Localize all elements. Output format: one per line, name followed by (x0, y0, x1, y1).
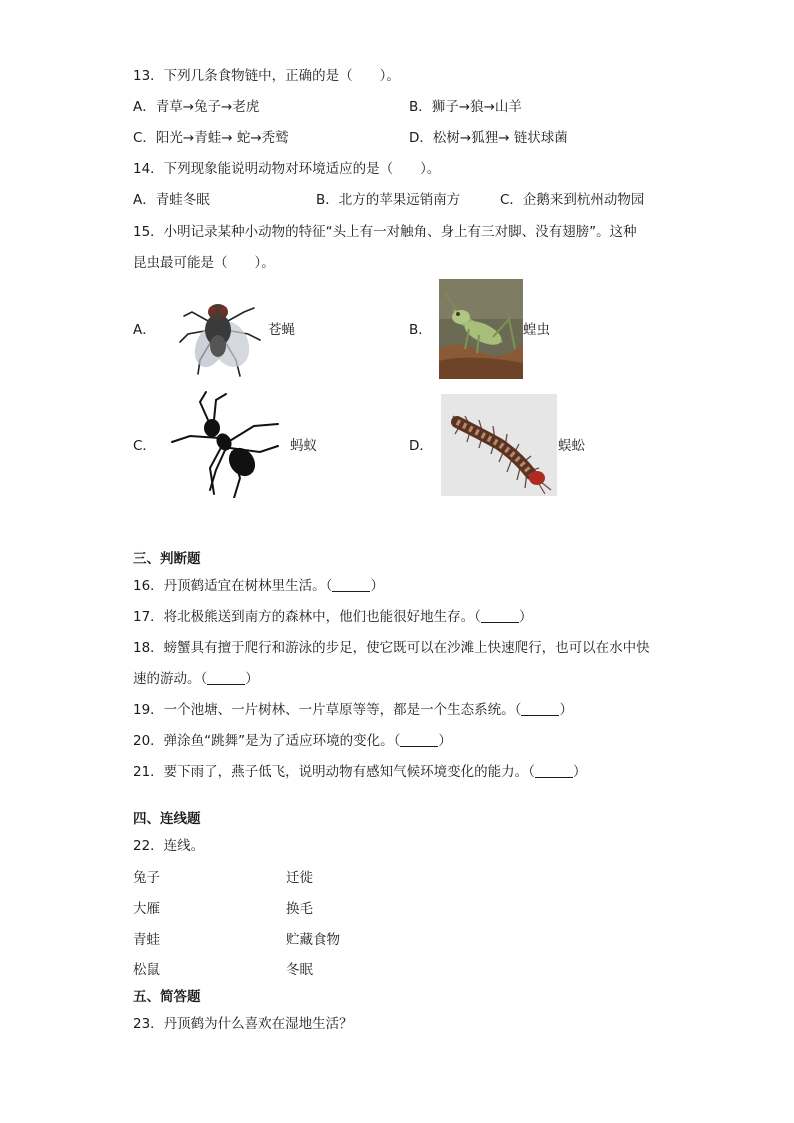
q15-stem-line2: 昆虫最可能是（ ）。 (133, 255, 275, 271)
q15-option-b-letter: B． (409, 322, 432, 338)
match-left-item[interactable]: 兔子 (133, 870, 160, 886)
ant-image (170, 390, 282, 498)
section-4-title: 四、连线题 (133, 811, 201, 827)
q15-option-b-name: 蝗虫 (523, 322, 550, 338)
q15-option-a-letter: A． (133, 322, 156, 338)
q16-text: 16．丹顶鹤适宜在树林里生活。（ (133, 578, 333, 594)
q16 (133, 576, 384, 596)
match-right-item[interactable]: 贮藏食物 (286, 932, 340, 948)
match-left-item[interactable]: 松鼠 (133, 962, 160, 978)
answer-blank[interactable] (332, 577, 370, 592)
centipede-image (441, 394, 557, 496)
grasshopper-image (439, 279, 523, 379)
close-paren: ） (518, 609, 533, 625)
close-paren: ） (438, 733, 452, 749)
q15-stem-line1: 15．小明记录某种小动物的特征“头上有一对触角、身上有三对脚、没有翅膀”。这种 (133, 224, 637, 240)
q15-option-d-letter: D． (409, 438, 433, 454)
q17-text: 17．将北极熊送到南方的森林中，他们也能很好地生存。（ (133, 609, 481, 625)
answer-blank[interactable] (207, 670, 245, 685)
q19 (133, 700, 573, 720)
close-paren: ） (245, 671, 259, 687)
q22-stem: 22．连线。 (133, 838, 205, 854)
q15-option-d-name: 蜈蚣 (558, 438, 585, 454)
q13-option-c: C．阳光→青蛙→ 蛇→秃鹫 (133, 130, 289, 146)
q15-option-a-name: 苍蝇 (268, 322, 295, 338)
q13-option-b: B．狮子→狼→山羊 (409, 99, 522, 115)
q17 (133, 607, 532, 627)
match-right-item[interactable]: 冬眠 (286, 962, 313, 978)
answer-blank[interactable] (400, 732, 438, 747)
match-right-item[interactable]: 换毛 (286, 901, 313, 917)
q19-text: 19．一个池塘、一片树林、一片草原等等，都是一个生态系统。（ (133, 702, 522, 718)
match-left-item[interactable]: 大雁 (133, 901, 160, 917)
section-5-title: 五、简答题 (133, 989, 201, 1005)
q23-stem: 23．丹顶鹤为什么喜欢在湿地生活？ (133, 1016, 353, 1032)
section-3-title: 三、判断题 (133, 551, 201, 567)
q13-option-d: D．松树→狐狸→ 链状球菌 (409, 130, 568, 146)
answer-blank[interactable] (535, 763, 573, 778)
answer-blank[interactable] (481, 608, 519, 623)
q20 (133, 731, 452, 751)
q14-option-c: C．企鹅来到杭州动物园 (500, 192, 645, 208)
q14-stem: 14．下列现象能说明动物对环境适应的是（ ）。 (133, 161, 441, 177)
q15-option-c-name: 蚂蚁 (290, 438, 317, 454)
q21 (133, 762, 586, 782)
match-left-item[interactable]: 青蛙 (133, 932, 160, 948)
q21-text: 21．要下雨了，燕子低飞，说明动物有感知气候环境变化的能力。（ (133, 764, 535, 780)
q13-option-a: A．青草→兔子→老虎 (133, 99, 260, 115)
q14-option-b: B．北方的苹果远销南方 (316, 192, 461, 208)
q13-stem: 13．下列几条食物链中，正确的是（ ）。 (133, 68, 400, 84)
match-right-item[interactable]: 迁徙 (286, 870, 313, 886)
q14-option-a: A．青蛙冬眠 (133, 192, 210, 208)
close-paren: ） (559, 702, 573, 718)
answer-blank[interactable] (521, 701, 559, 716)
fly-image (170, 282, 266, 378)
q18-line1: 18．螃蟹具有擅于爬行和游泳的步足，使它既可以在沙滩上快速爬行，也可以在水中快 (133, 640, 650, 656)
q15-option-c-letter: C． (133, 438, 156, 454)
close-paren: ） (572, 764, 587, 780)
close-paren: ） (370, 578, 384, 594)
q18-text: 速的游动。（ (133, 671, 208, 687)
q20-text: 20．弹涂鱼“跳舞”是为了适应环境的变化。（ (133, 733, 401, 749)
q18-line2 (133, 669, 259, 689)
